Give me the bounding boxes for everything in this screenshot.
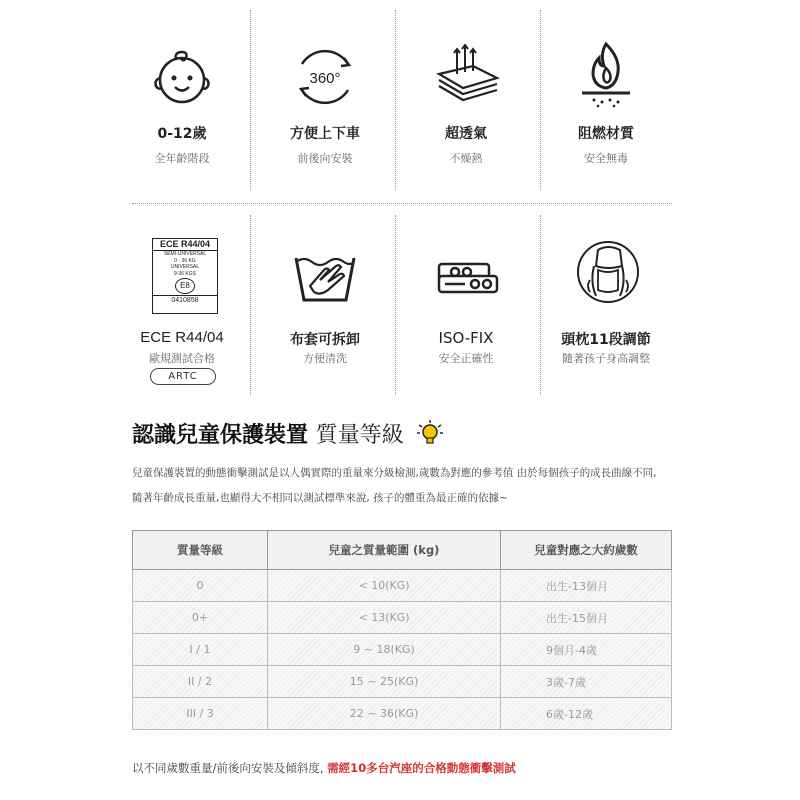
table-cell: 出生-15個月 <box>501 602 672 634</box>
section-paragraph: 隨著年齡成長重量,也顯得大不相同以測試標準來說, 孩子的體重為最正確的依據~ <box>132 492 508 504</box>
table-cell: 22 ~ 36(KG) <box>268 698 501 730</box>
footer-text: 以不同歲數重量/前後向安裝及傾斜度, <box>132 761 328 775</box>
table-cell: 0 <box>133 570 268 602</box>
table-row <box>133 666 672 698</box>
table-cell: 9個月-4歲 <box>501 634 672 666</box>
table-row <box>133 634 672 666</box>
grid-divider-vertical <box>540 215 541 395</box>
feature-title-install: 方便上下車 <box>290 126 360 142</box>
feature-subtitle-age: 全年齡階段 <box>154 152 210 165</box>
footer-note <box>132 760 516 776</box>
ece-label-number: 0410858 <box>153 295 217 305</box>
table-row <box>133 602 672 634</box>
section-paragraph: 兒童保護裝置的動態衝擊測試是以人偶實際的重量來分級檢測,歲數為對應的參考值 由於每個孩子的成長曲線不同, <box>132 467 657 479</box>
grid-divider-vertical <box>250 10 251 190</box>
table-cell: < 10(KG) <box>268 570 501 602</box>
ece-label-line: SEMI-UNIVERSAL <box>163 251 207 257</box>
feature-subtitle-ece: 歐規測試合格 <box>149 352 215 365</box>
table-header-row <box>133 531 672 570</box>
grid-divider-vertical <box>395 10 396 190</box>
feature-title-breathable: 超透氣 <box>445 126 487 142</box>
table-header-cell: 兒童對應之大約歲數 <box>501 531 672 570</box>
rotate-360-icon <box>290 42 360 112</box>
feature-title-retardant: 阻燃材質 <box>578 126 634 142</box>
lightbulb-icon <box>415 418 445 448</box>
table-cell: 6歲-12歲 <box>501 698 672 730</box>
section-title-bold: 認識兒童保護裝置 <box>132 423 309 448</box>
baby-face-icon <box>150 48 214 108</box>
ece-label-icon <box>152 238 218 314</box>
table-cell: 9 ~ 18(KG) <box>268 634 501 666</box>
grid-divider-vertical <box>540 10 541 190</box>
ece-label-line: UNIVERSAL <box>170 264 200 270</box>
table-row <box>133 698 672 730</box>
headrest-seat-icon <box>576 236 640 308</box>
table-cell: II / 2 <box>133 666 268 698</box>
section-title-light: 質量等級 <box>315 423 404 448</box>
ece-label-line: ECE R44/04 <box>153 239 217 251</box>
ece-label-line: 9-36 KGS <box>174 271 196 277</box>
feature-title-isofix: ISO-FIX <box>438 329 494 347</box>
feature-subtitle-retardant: 安全無毒 <box>584 152 628 165</box>
feature-title-age: 0-12歲 <box>157 126 207 142</box>
washable-hand-icon <box>292 248 358 306</box>
table-cell: < 13(KG) <box>268 602 501 634</box>
grid-divider-horizontal <box>132 203 672 204</box>
artc-badge: ARTC <box>150 368 216 385</box>
feature-subtitle-breathable: 不燥熱 <box>449 152 483 165</box>
feature-subtitle-install: 前後向安裝 <box>297 152 353 165</box>
feature-subtitle-isofix: 安全正確性 <box>438 352 494 365</box>
table-cell: III / 3 <box>133 698 268 730</box>
footer-highlight: 需經10多台汽座的合格動態衝擊測試 <box>327 761 516 775</box>
rotate-360-text: 360° <box>309 70 341 87</box>
table-row <box>133 570 672 602</box>
ece-label-line: 0 - 36 KG <box>174 258 196 264</box>
table-header-cell: 質量等級 <box>133 531 268 570</box>
table-cell: 0+ <box>133 602 268 634</box>
section-title <box>132 418 445 449</box>
feature-subtitle-headrest: 隨著孩子身高調整 <box>562 352 650 365</box>
feature-subtitle-removable: 方便清洗 <box>303 352 347 365</box>
grid-divider-vertical <box>250 215 251 395</box>
breathable-fabric-icon <box>433 44 503 106</box>
feature-title-headrest: 頭枕11段調節 <box>561 332 651 348</box>
feature-title-ece: ECE R44/04 <box>140 329 224 346</box>
table-cell: I / 1 <box>133 634 268 666</box>
quality-grade-table <box>132 530 672 730</box>
table-cell: 3歲-7歲 <box>501 666 672 698</box>
grid-divider-vertical <box>395 215 396 395</box>
feature-title-removable: 布套可拆卸 <box>290 332 360 348</box>
table-header-cell: 兒童之質量範圍 (kg) <box>268 531 501 570</box>
flame-retardant-icon <box>576 38 636 108</box>
table-cell: 15 ~ 25(KG) <box>268 666 501 698</box>
isofix-connector-icon <box>435 258 505 298</box>
table-cell: 出生-13個月 <box>501 570 672 602</box>
e-mark-icon: E8 <box>175 278 195 294</box>
